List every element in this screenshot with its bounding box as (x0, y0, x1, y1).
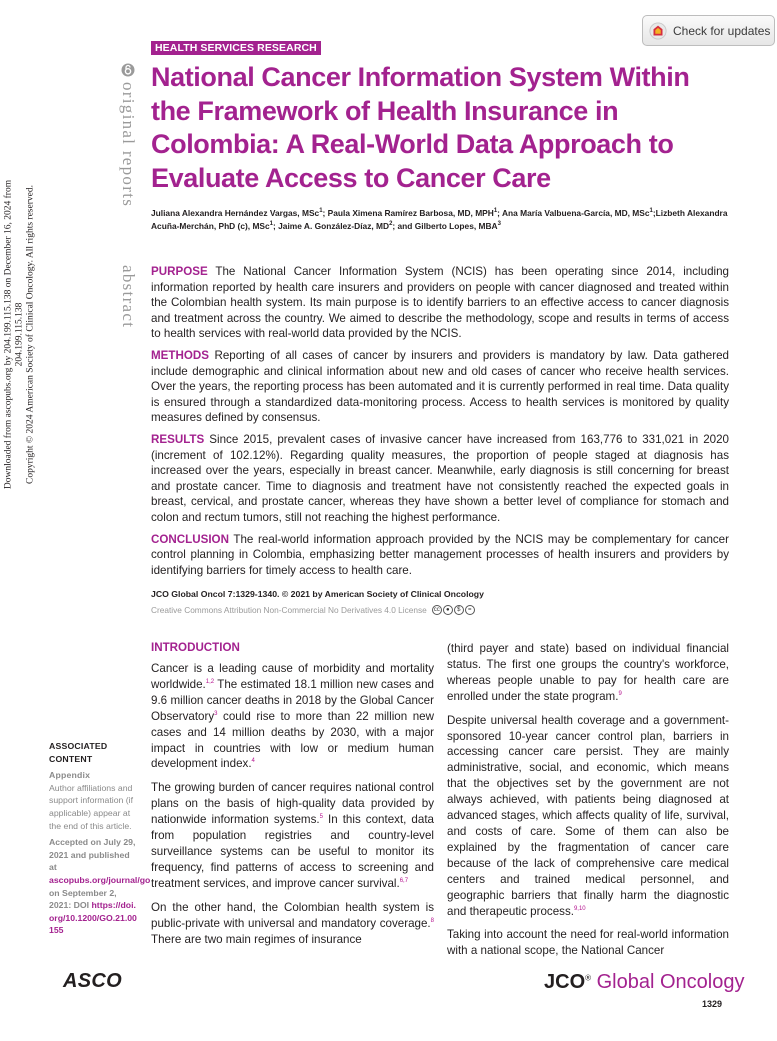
author-name: Lizbeth Alexandra Acuña-Merchán, PhD (c), MSc (151, 208, 728, 231)
journal-link[interactable]: ascopubs.org/journal/go (49, 874, 151, 885)
by-icon: ● (443, 605, 453, 615)
abstract-section (151, 432, 729, 526)
abstract-section (151, 348, 729, 426)
accepted-date: Accepted on July 29, 2021 and published at (49, 837, 136, 873)
author-name: Paula Ximena Ramírez Barbosa, MD, MPH (327, 208, 494, 218)
body-paragraph (447, 713, 729, 920)
body-text: Cancer is a leading cause of morbidity and mortality worldwide. (151, 662, 434, 691)
nc-icon: $ (454, 605, 464, 615)
body-text: could rise to more than 22 million new cases and 14 million deaths by 2030, with a major impact in countries with low or medium human development index. (151, 709, 434, 771)
watermark-line-2: Copyright © 2024 American Society of Clinical Oncology. All rights reserved. (25, 185, 36, 484)
reference-citation: 8 (430, 917, 434, 924)
body-column-2 (447, 641, 729, 967)
author-affiliation: 1 (493, 208, 498, 215)
body-text: Taking into account the need for real-world information with a national scope, the National Cancer (447, 928, 729, 958)
author-affiliation: 2 (389, 221, 393, 228)
doi-link[interactable]: https://doi.org/10.1200/GO.21.00155 (49, 900, 137, 936)
body-column-1 (151, 661, 434, 955)
body-paragraph (151, 661, 434, 772)
reference-citation: 4 (251, 758, 255, 765)
reference-citation: 3 (214, 710, 218, 717)
body-text: In this context, data from population registries and country-level surveillance systems can be useful to monitor its frequency, find patterns of access to screening and treatment services, and improve cancer survival. (151, 813, 434, 890)
asco-logo: ASCO (63, 970, 122, 992)
author-separator: ; (652, 208, 656, 218)
abstract-heading-results: RESULTS (151, 432, 205, 446)
check-for-updates-button[interactable] (642, 15, 775, 46)
body-paragraph (151, 780, 434, 891)
abstract-text: The real-world information approach provided by the NCIS may be complementary for cancer control planning in Colombia, emphasizing better management processes of health insurers and providers by identifying barriers for timely access to health care. (151, 532, 729, 577)
cc-icon: cc (433, 607, 440, 613)
nd-icon: = (465, 605, 475, 615)
license-line (151, 605, 475, 615)
author-separator: ; (497, 208, 502, 218)
body-text: (third payer and state) based on individual financial status. The first one groups the country's workforce, whereas people unable to pay for health care are enrolled under the state program. (447, 642, 729, 703)
reference-citation: 9 (618, 690, 622, 697)
author-affiliation: 1 (319, 208, 323, 215)
author-affiliation: 3 (497, 221, 501, 228)
abstract-section (151, 264, 729, 342)
body-text: There are two main regimes of insurance (151, 932, 362, 946)
crossmark-icon (649, 22, 667, 40)
download-watermark (4, 155, 37, 515)
reference-citation: 9,10 (573, 905, 586, 912)
author-name: Juliana Alexandra Hernández Vargas, MSc (151, 208, 320, 218)
abstract-body (151, 264, 729, 584)
jco-global-oncology-logo (544, 971, 744, 994)
publish-date: on September 2, 2021: DOI (49, 887, 117, 911)
abstract-text: The National Cancer Information System (NCIS) has been operating since 2014, including information reported by health care insurers and providers on people with cancer diagnosed and treated within the Colombian health system. Its main purpose is to identify barriers to an effective access to cancer diagnosis and treatment across the country. We aimed to describe the methodology, scope and results in terms of access to health services with real-world data provided by the NCIS. (151, 265, 729, 341)
jco-logo-text: JCO (544, 971, 586, 993)
body-paragraph (447, 927, 729, 959)
associated-content-heading: ASSOCIATED CONTENT (49, 741, 108, 764)
body-paragraph (151, 900, 434, 948)
abstract-heading-purpose: PURPOSE (151, 265, 208, 278)
abstract-text: Reporting of all cases of cancer by insurers and providers is mandatory by law. Data gathered include demographic and clinical information about new and old cases of cancer who receive health services. Over the years, the reporting process has been automated and it is currently performed in real time. Data quality is ensured through a standardized data-monitoring process. Access to health services is monitored by quality measures defined by consensus. (151, 348, 729, 425)
author-separator: ; (322, 208, 328, 218)
abstract-label: abstract (119, 265, 138, 329)
citation-line: JCO Global Oncol 7:1329-1340. © 2021 by American Society of Clinical Oncology (151, 589, 484, 599)
body-text: The growing burden of cancer requires national control plans on the basis of high-quality data provided by nationwide information systems. (151, 781, 434, 827)
appendix-description: Author affiliations and support information (if applicable) appear at the end of this article. (49, 782, 134, 831)
article-title: National Cancer Information System Within the Framework of Health Insurance in Colombia: A Real-World Data Approach to Evaluate Access to Cancer Care (151, 62, 690, 193)
abstract-heading-methods: METHODS (151, 348, 209, 362)
page-number: 1329 (702, 999, 723, 1009)
body-text: On the other hand, the Colombian health system is public-private with universal and mandatory coverage. (151, 900, 434, 930)
license-text[interactable]: Creative Commons Attribution Non-Commercial No Derivatives 4.0 License (151, 605, 427, 615)
abstract-text: Since 2015, prevalent cases of invasive cancer have increased from 163,776 to 331,021 in 2020 (increment of 102.12%). Regarding quality measures, the proportion of people staged at diagnosis has increased over the years, especially in breast cancer. Meanwhile, early diagnosis is still concerning for breast and prostate cancer. Time to diagnosis and treatment have not consistently reached the expected goals in breast, cervical, and prostate cancer, whereas they have shown a better level of compliance for stomach and colon and rectum tumors, still not reaching the highest performance. (151, 432, 729, 524)
associated-content-sidebar (49, 740, 151, 937)
abstract-section (151, 532, 729, 579)
abstract-heading-conclusion: CONCLUSION (151, 532, 229, 546)
author-name: Gilberto Lopes, MBA (414, 221, 498, 231)
body-text: The estimated 18.1 million new cases and 9.6 million cancer deaths in 2018 by the Global Cancer Observatory (151, 677, 434, 723)
watermark-line-1: Downloaded from ascopubs.org by 204.199.115.138 on December 16, 2024 from 204.199.115.138 (3, 179, 25, 490)
reference-citation: 6,7 (399, 877, 409, 884)
author-separator: ; (273, 221, 279, 231)
author-list (151, 207, 731, 233)
appendix-label[interactable]: Appendix (49, 770, 91, 781)
body-paragraph (447, 641, 729, 705)
section-badge: HEALTH SERVICES RESEARCH (151, 41, 321, 55)
reference-citation: 5 (319, 814, 323, 821)
author-name: Ana María Valbuena-García, MD, MSc (501, 208, 650, 218)
original-reports-label: original reports (119, 82, 138, 208)
publication-info (49, 836, 151, 937)
introduction-heading: INTRODUCTION (151, 641, 240, 654)
check-for-updates-label: Check for updates (673, 23, 771, 38)
reference-citation: 1,2 (205, 679, 215, 686)
author-affiliation: 1 (269, 221, 274, 228)
author-affiliation: 1 (649, 208, 653, 215)
author-separator: ; and (392, 221, 415, 231)
global-oncology-logo-text: Global Oncology (591, 971, 745, 993)
author-name: Jaime A. González-Díaz, MD (278, 221, 390, 231)
registered-mark: ® (585, 973, 592, 983)
body-text: Despite universal health coverage and a government-sponsored 10-year cancer control plan, barriers in accessing cancer care persist. They are mainly administrative, social, and economic, which means that the objectives set by the government are not always achieved, with patients being diagnosed at advanced stages, which affects quality of life, survival, and costs of care. Some of them can also be explained by the fragmentation of cancer care because of the lack of comprehensive care medical centers and trained medical personnel, and geographic barriers that finally harm the diagnostic and therapeutic process. (447, 713, 729, 918)
open-access-icon (121, 63, 135, 77)
cc-license-icons (432, 605, 475, 615)
